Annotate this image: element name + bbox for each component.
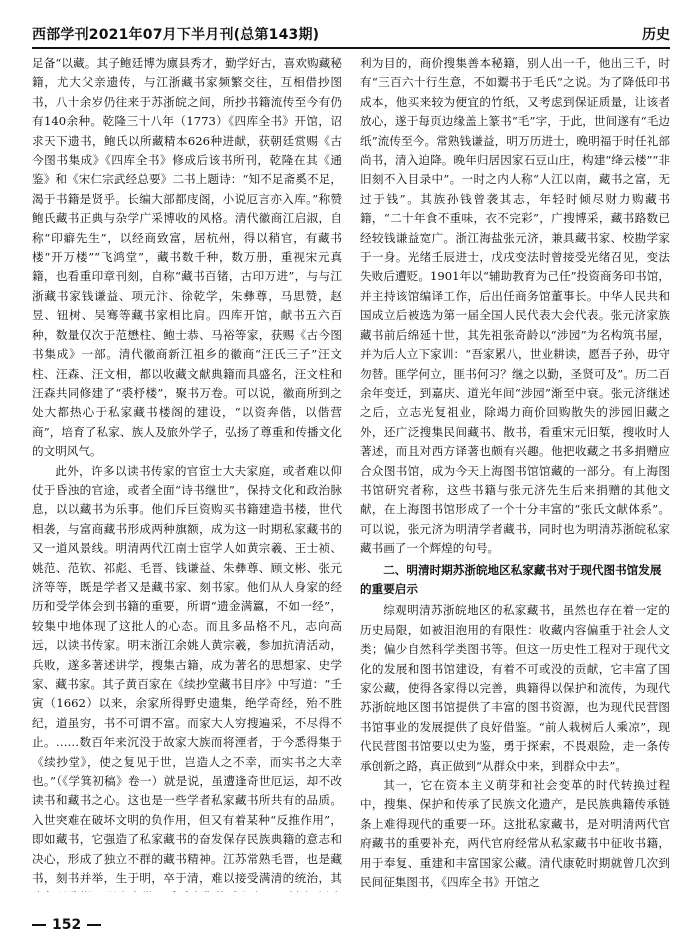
- section-heading: 二、明清时期苏浙皖地区私家藏书对于现代图书馆发展的重要启示: [360, 562, 662, 596]
- paragraph: 利为目的，商价搜集善本秘籍，别人出一千，他出三千，时有“三百六十行生意，不如鬻书于毛氏”之说。为了降低印书成本，他买来较为便宜的竹纸，又考虑到保证质量，让该者放心，遂于每页边缘盖上篆书“毛”字，于此，世间遂有“毛边纸”流传至今。常熟钱谦益，明万历进士，晚明福于时任礼部尚书，清入迫降。晚年归居因家石豆山庄，构建“绛云楼”“非旧刻不入目录中”。一时之内人称“人江以南，藏书之富，无过于钱”。其族孙钱曾袭其志，年轻时倾尽财力购藏书籍，“二十年食不重味，衣不完彩”，广搜博采，藏书路数已经较钱谦益宽广。浙江海盐张元济，兼具藏书家、校勘学家于一身。光绪壬辰进士，戊戌变法时曾接受光绪召见，变法失败后遭贬。1901年以“辅助教育为己任”投资商务印书馆，并主持该馆编译工作，后出任商务馆董事长。中华人民共和国成立后被选为第一届全国人民代表大会代表。张元济家族藏书前后绵延十世，其先祖张奇龄以“涉园”为名构筑书屋，并为后人立下家训：“吾家累八，世业耕读，愿吾子孙，毋守勿替。匪学何立，匪书何习？继之以勤，圣贤可及”。历二百余年变迁，到嘉庆、道光年间“涉园”渐至中衰。张元济继述之后，立志光复祖业，除竭力商价回购散失的涉园旧藏之外，还广泛搜集民间藏书、散书，看重宋元旧椠，搜收时人著述，而且对西方译著也颇有兴趣。他把收藏之书多捐赠应合众图书馆，成为今天上海图书馆馆藏的一部分。有上海图书馆研究者称，这些书籍与张元济先生后来捐赠的其他文献，在上海图书馆形成了一个十分丰富的“张氏文献体系”。可以说，张元济为明清学者藏书，同时也为明清苏浙皖私家藏书画了一个辉煌的句号。: [360, 56, 670, 556]
- section-label: 历史: [642, 27, 670, 43]
- page-footer: [32, 917, 101, 933]
- paragraph: 综观明清苏浙皖地区的私家藏书，虽然也存在着一定的历史局限，如被泪泡用的有限性：收藏内容偏重于社会人文类；偏少自然科学类图书等。但这一历史性工程对于现代文化的发展和图书馆建设，有着不可或没的贡献，它丰富了国家公藏，使得各家得以完善，典籍得以保护和流传，为现代苏浙皖地区图书馆提供了丰富的图书资源，也为现代民营图书馆事业的发展提供了良好借鉴。“前人栽树后人乘凉”，现代民营图书馆要以史为鉴，勇于探索，不畏艰险，走一条传承创新之路，真正做到“从群众中来，到群众中去”。: [360, 603, 670, 773]
- left-column: [32, 54, 342, 892]
- journal-title: 西部学刊2021年07月下半月刊(总第143期): [32, 27, 320, 43]
- paragraph: 其一，它在资本主义萌芽和社会变革的时代转换过程中，搜集、保护和传承了民族文化遗产，是民族典籍传承链条上难得现代的重要一环。这批私家藏书，是对明清两代官府藏书的重要补充，两代官府经常从私家藏书中征收书籍，用于奉复、重建和丰富国家公藏。清代康乾时期就曾几次到民间征集图书，《四库全书》开馆之: [360, 778, 670, 890]
- article-body: [32, 54, 670, 892]
- running-header: [32, 14, 670, 49]
- dash-right: [87, 924, 101, 926]
- paragraph: 此外，许多以读书传家的官宦士大夫家庭，或者难以仰仗于昏浊的官途，或者全面“诗书继世”，保持文化和政治脉息，以以藏书为乐事。他们斥巨资购买书籍建造书楼，世代相袭，与富商藏书形成两种旗额，成为这一时期私家藏书的又一道风景线。明清两代江南士宦学人如黄宗羲、王士祯、姚范、范钦、祁彪、毛晋、钱谦益、朱彝尊、顾文彬、张元济等等，既是学者又是藏书家、刻书家。他们从人身家的经历和受学体会到书籍的重要，所谓“遗金满籝，不如一经”，较集中地体现了这批人的心态。而且多品格不凡，志向高远，以读书传家。明末浙江余姚人黄宗羲，参加抗清活动，兵败，遂多著述讲学，搜集古籍，成为著名的思想家、史学家、藏书家。其子黄百家在《续抄堂藏书目序》中写道：“壬寅（1662）以来，余家所得野史遗集，绝学奇经，殆不胜纪，道虽穷，书不可谓不富。而家大人穷搜遍采，不尽得不止。……数百年来沉没于故家大族而将湮者，于今悉得集于《续抄堂》，使之复见于世，岂造人之不幸，而实书之大幸也。”（《学箕初稿》卷一）就是说，虽遭逢奇世厄运，却不改读书和藏书之心。这也是一些学者私家藏书所共有的品质。入世突难在破坏文明的负作用，但又有着某种“反推作用”，即如藏书，它强造了私家藏书的奋发保存民族典籍的意志和决心，形成了独立不群的藏书精神。江苏常熟毛晋，也是藏书，刻书并举，生于明，卒于清，难以接受满清的统治，其: [32, 463, 342, 886]
- dash-left: [32, 924, 46, 926]
- paragraph: 足备“以藏。其子鲍廷博为廪县秀才，勤学好古，喜欢购藏秘籍，尤大父亲遗传，与江浙藏书家频繁交往，互相借抄图书，八十余岁仍往来于苏浙皖之间，所抄书籍流传至今有仍有140余种。乾隆三十八年（1773）《四库全书》开馆，诏求天下遗书，鲍氏以所藏精本626种进献，获朝廷赏赐《古今图书集成》《四库全书》修成后该书所刊，乾隆在其《通鉴》和《宋仁宗武经总要》二书上题诗：“知不足斋奚不足，渴于书籍是贤乎。长编大部都庋阁，小说厄言亦入库。”称赞鲍氏藏书正典与杂学广采博收的风格。清代徽商江启淑，自称“印癖先生”，以经商致富，居杭州，得以稍官，有藏书楼“开万楼”“飞鸿堂”，藏书数千种，数万册，重视宋元真籍，也看重印章刊刻，自称“藏书百锗，古印万进”，与与江浙藏书家钱谦益、项元汴、徐乾学，朱彝尊，马思赞，赵昱、钮树、吴骞等藏书家相比肩。四库开馆，献书五六百种，数量仅次于范懋柱、鲍士恭、马裕等家，获赐《古今图书集成》一部。清代徽商新江祖乡的徽商“汪氏三子”汪文柱、汪森、汪文相，都以收藏文献典籍而具盛名，汪文柱和汪森共同修建了“裘杼楼”，聚书万卷。可以说，徽商所到之处大都热心于私家藏书楼阁的建设，“以资奔偕，以偕营商”，培育了私家、族人及旅外学子，弘扬了尊重和传播文化的文明风气。: [32, 56, 342, 459]
- page-number: 152: [52, 917, 82, 933]
- right-column: [360, 54, 670, 892]
